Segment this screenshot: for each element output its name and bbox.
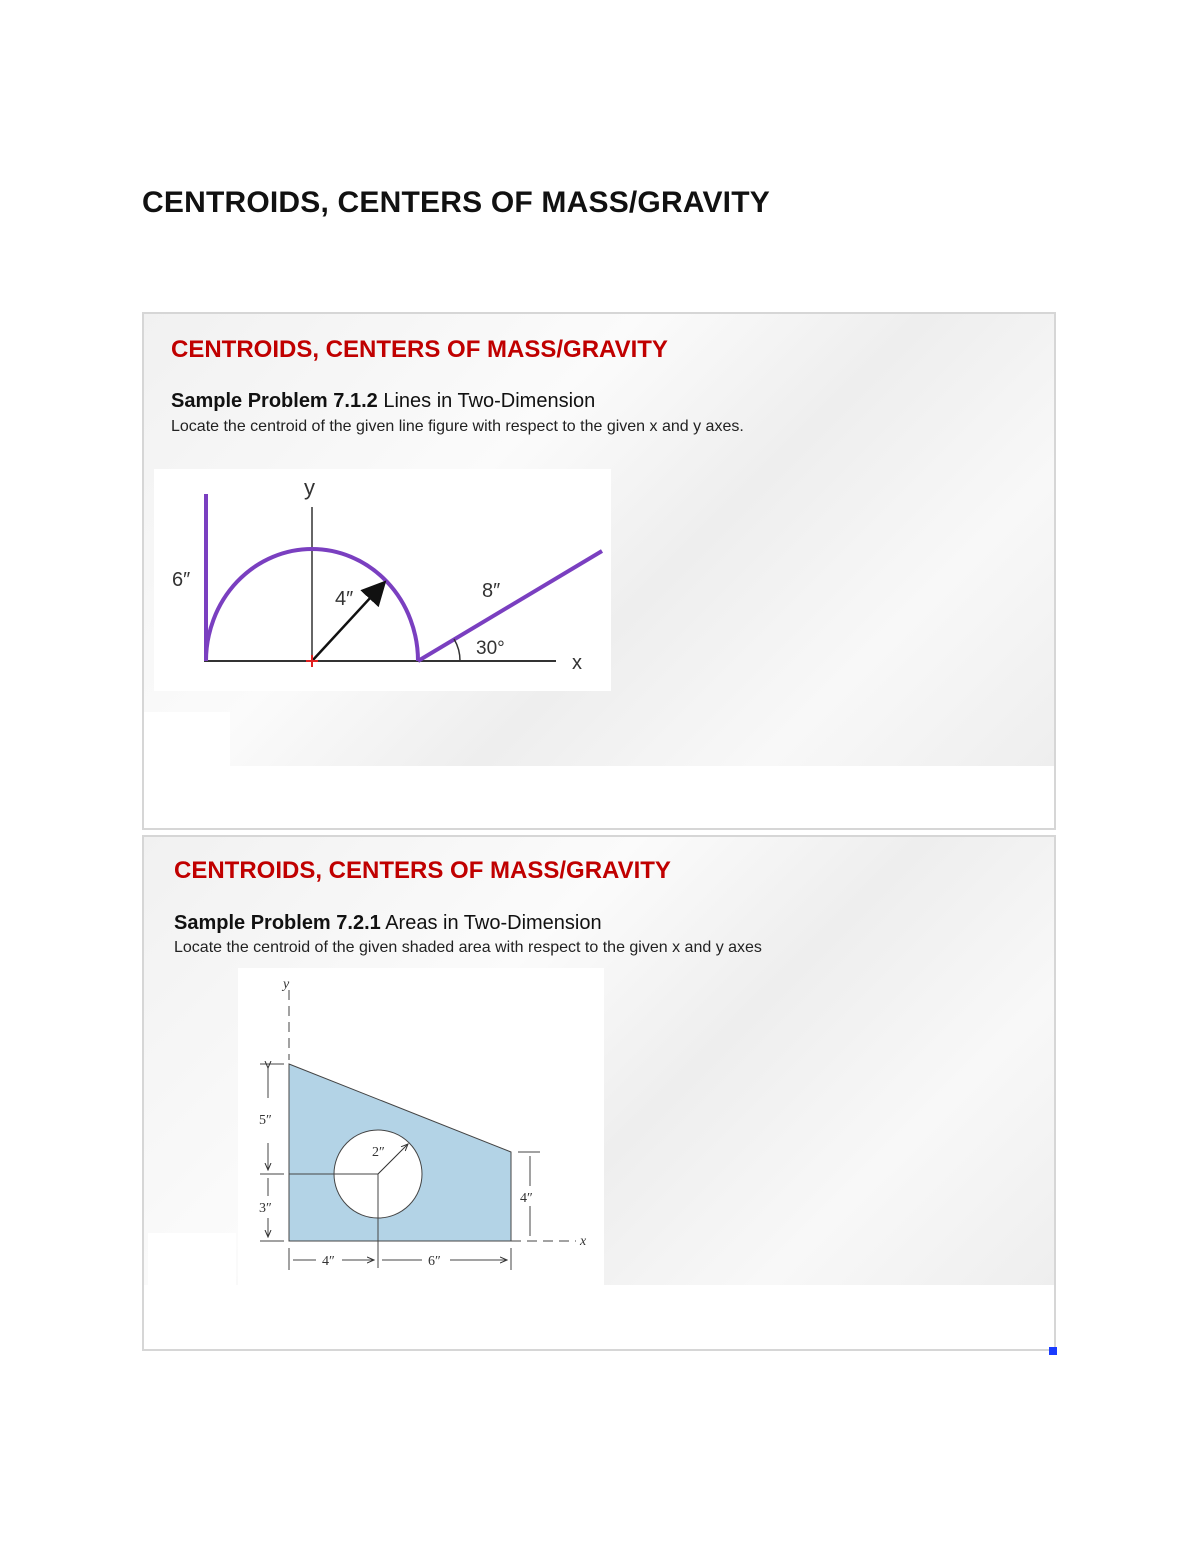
dim-upper-left-label: 5″ bbox=[259, 1113, 272, 1128]
slide-footer bbox=[144, 766, 1054, 828]
y-axis-label: y bbox=[283, 977, 290, 992]
problem-label: Sample Problem 7.2.1 bbox=[174, 912, 381, 934]
x-axis-label: x bbox=[572, 652, 582, 674]
line-figure-diagram bbox=[154, 469, 611, 691]
y-axis-label: y bbox=[304, 475, 315, 500]
area-figure-diagram bbox=[238, 968, 604, 1288]
dim-bottom-right-label: 6″ bbox=[428, 1254, 441, 1269]
incline-length-label: 8″ bbox=[482, 580, 501, 602]
problem-label: Sample Problem 7.1.2 bbox=[171, 390, 378, 412]
slide-heading: CENTROIDS, CENTERS OF MASS/GRAVITY bbox=[174, 857, 671, 884]
page-title: CENTROIDS, CENTERS OF MASS/GRAVITY bbox=[142, 186, 770, 219]
white-block bbox=[144, 712, 230, 772]
white-block bbox=[148, 1233, 236, 1289]
inclined-segment bbox=[418, 551, 602, 661]
problem-title bbox=[171, 390, 595, 413]
vertical-length-label: 6″ bbox=[172, 569, 191, 591]
dim-right-label: 4″ bbox=[520, 1191, 533, 1206]
problem-statement: Locate the centroid of the given line figure with respect to the given x and y axes. bbox=[171, 418, 744, 435]
problem-topic: Lines in Two-Dimension bbox=[383, 390, 596, 412]
hole-radius-label: 2″ bbox=[372, 1145, 385, 1160]
problem-title bbox=[174, 912, 602, 935]
angle-arc bbox=[454, 639, 460, 661]
angle-label: 30° bbox=[476, 638, 505, 659]
radius-label: 4″ bbox=[335, 588, 354, 610]
dim-bottom-left-label: 4″ bbox=[322, 1254, 335, 1269]
problem-topic: Areas in Two-Dimension bbox=[385, 912, 602, 934]
selection-handle[interactable] bbox=[1049, 1347, 1057, 1355]
dim-lower-left-label: 3″ bbox=[259, 1201, 272, 1216]
slide-heading: CENTROIDS, CENTERS OF MASS/GRAVITY bbox=[171, 336, 668, 363]
problem-statement: Locate the centroid of the given shaded area with respect to the given x and y axes bbox=[174, 939, 762, 956]
slide-areas-problem bbox=[142, 835, 1056, 1351]
slide-lines-problem bbox=[142, 312, 1056, 830]
slide-footer bbox=[144, 1285, 1054, 1349]
line-figure bbox=[154, 469, 611, 691]
area-figure bbox=[238, 968, 604, 1288]
x-axis-label: x bbox=[580, 1234, 587, 1249]
